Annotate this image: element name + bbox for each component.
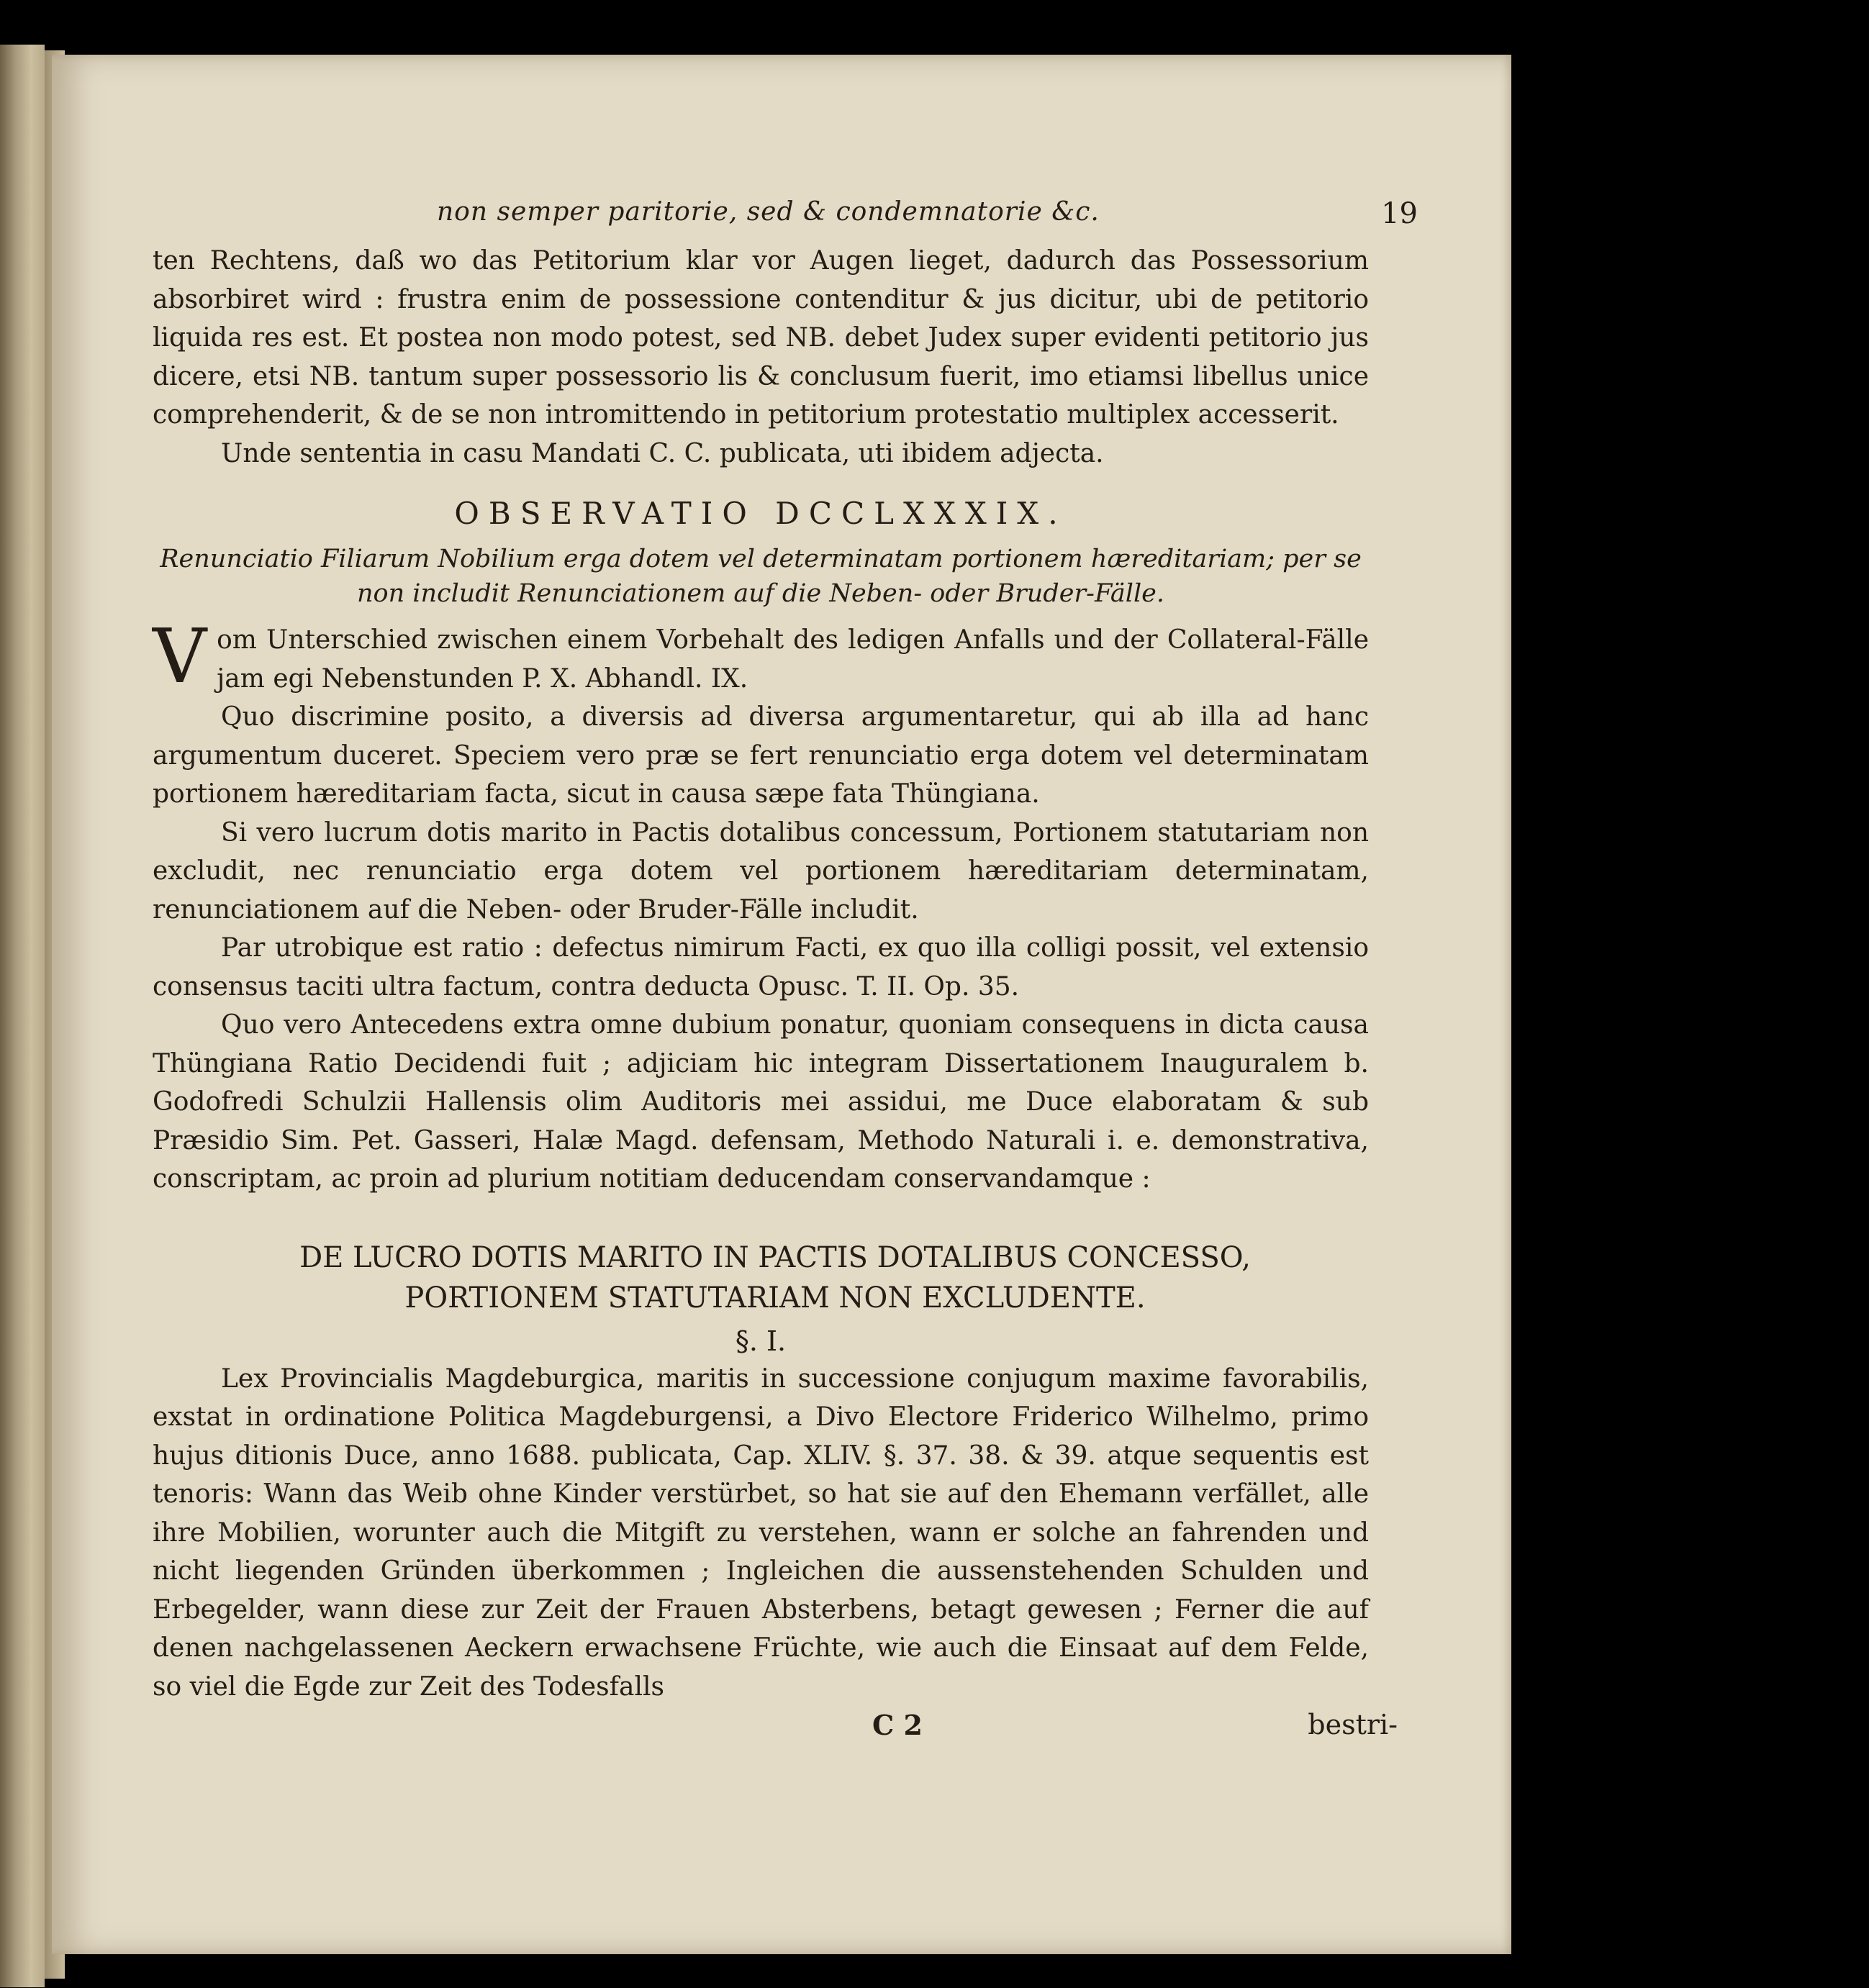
signature-mark: C 2 — [872, 1709, 923, 1741]
running-head — [153, 191, 1418, 242]
observatio-heading: OBSERVATIO DCCLXXXIX. — [454, 496, 1067, 531]
page-footer — [153, 1706, 1398, 1749]
left-page-edge — [0, 45, 45, 1987]
book-page — [52, 55, 1511, 1954]
paragraph-sententia: Unde sententia in casu Mandati C. C. publicata, uti ibidem adjecta. — [221, 438, 1104, 468]
observatio-summary: Renunciatio Filiarum Nobilium erga dotem vel determinatam portionem hæreditariam; per se non includit Renunciationem auf die Neben- oder Bruder-Fälle. — [160, 545, 1362, 608]
page-content — [153, 191, 1418, 1749]
observatio-paragraph: Quo vero Antecedens extra omne dubium ponatur, quoniam consequens in dicta causa Thüngiana Ratio Decidendi fuit ; adjiciam hic integram Dissertationem Inauguralem b. Godofredi Schulzii Hallensis olim Auditoris mei assidui, me Duce elaboratam & sub Præsidio Sim. Pet. Gasseri, Halæ Magd. defensam, Methodo Naturali i. e. demonstrativa, conscriptam, ac proin ad plurium notitiam deducendam conservandamque : — [153, 1010, 1369, 1194]
dissertation-title-line-2: PORTIONEM STATUTARIAM NON EXCLUDENTE. — [404, 1281, 1146, 1315]
observatio-paragraph: Par utrobique est ratio : defectus nimirum Facti, ex quo illa colligi possit, vel extensio consensus taciti ultra factum, contra deducta Opusc. T. II. Op. 35. — [153, 933, 1369, 1002]
section-heading: §. I. — [735, 1325, 787, 1357]
observatio-paragraph-dropcap: Vom Unterschied zwischen einem Vorbehalt des ledigen Anfalls und der Collateral-Fälle jam egi Nebenstunden P. X. Abhandl. IX. — [153, 612, 1369, 700]
catchword: bestri- — [1308, 1709, 1398, 1740]
observatio-paragraph: Si vero lucrum dotis marito in Pactis dotalibus concessum, Portionem statutariam non excludit, nec renunciatio erga dotem vel portionem hæreditariam determinatam, renunciationem auf die Neben- oder Bruder-Fälle includit. — [153, 817, 1369, 925]
dissertation-title — [153, 1238, 1369, 1318]
paragraph-continuation: ten Rechtens, daß wo das Petitorium klar vor Augen lieget, dadurch das Possessorium absorbiret wird : frustra enim de possessione contenditur & jus dicitur, ubi de petitorio liquida res est. Et postea non modo potest, sed NB. debet Judex super evidenti petitorio jus dicere, etsi NB. tantum super possessorio lis & conclusum fuerit, imo etiamsi libellus unice comprehenderit, & de se non intromittendo in petitorium protestatio multiplex accesserit. — [153, 246, 1369, 430]
observatio-paragraph: Quo discrimine posito, a diversis ad diversa argumentaretur, qui ab illa ad hanc argumentum duceret. Speciem vero præ se fert renunciatio erga dotem vel determinatam portionem hæreditariam facta, sicut in causa sæpe fata Thüngiana. — [153, 702, 1369, 809]
page-number: 19 — [1381, 197, 1418, 230]
dissertation-title-line-1: DE LUCRO DOTIS MARITO IN PACTIS DOTALIBUS CONCESSO, — [299, 1240, 1251, 1274]
dissertation-paragraph: Lex Provincialis Magdeburgica, maritis in successione conjugum maxime favorabilis, exstat in ordinatione Politica Magdeburgensi, a Divo Electore Friderico Wilhelmo, primo hujus ditionis Duce, anno 1688. publicata, Cap. XLIV. §. 37. 38. & 39. atque sequentis est tenoris: Wann das Weib ohne Kinder verstürbet, so hat sie auf den Ehemann verfället, alle ihre Mobilien, worunter auch die Mitgift zu verstehen, wann er solche an fahrenden und nicht liegenden Gründen überkommen ; Ingleichen die aussenstehenden Schulden und Erbegelder, wann diese zur Zeit der Frauen Absterbens, betagt gewesen ; Ferner die auf denen nachgelassenen Aeckern erwachsene Früchte, wie auch die Einsaat auf dem Felde, so viel die Egde zur Zeit des Todesfalls — [153, 1363, 1369, 1702]
running-title: non semper paritorie, sed & condemnatorie &c. — [437, 197, 1100, 227]
